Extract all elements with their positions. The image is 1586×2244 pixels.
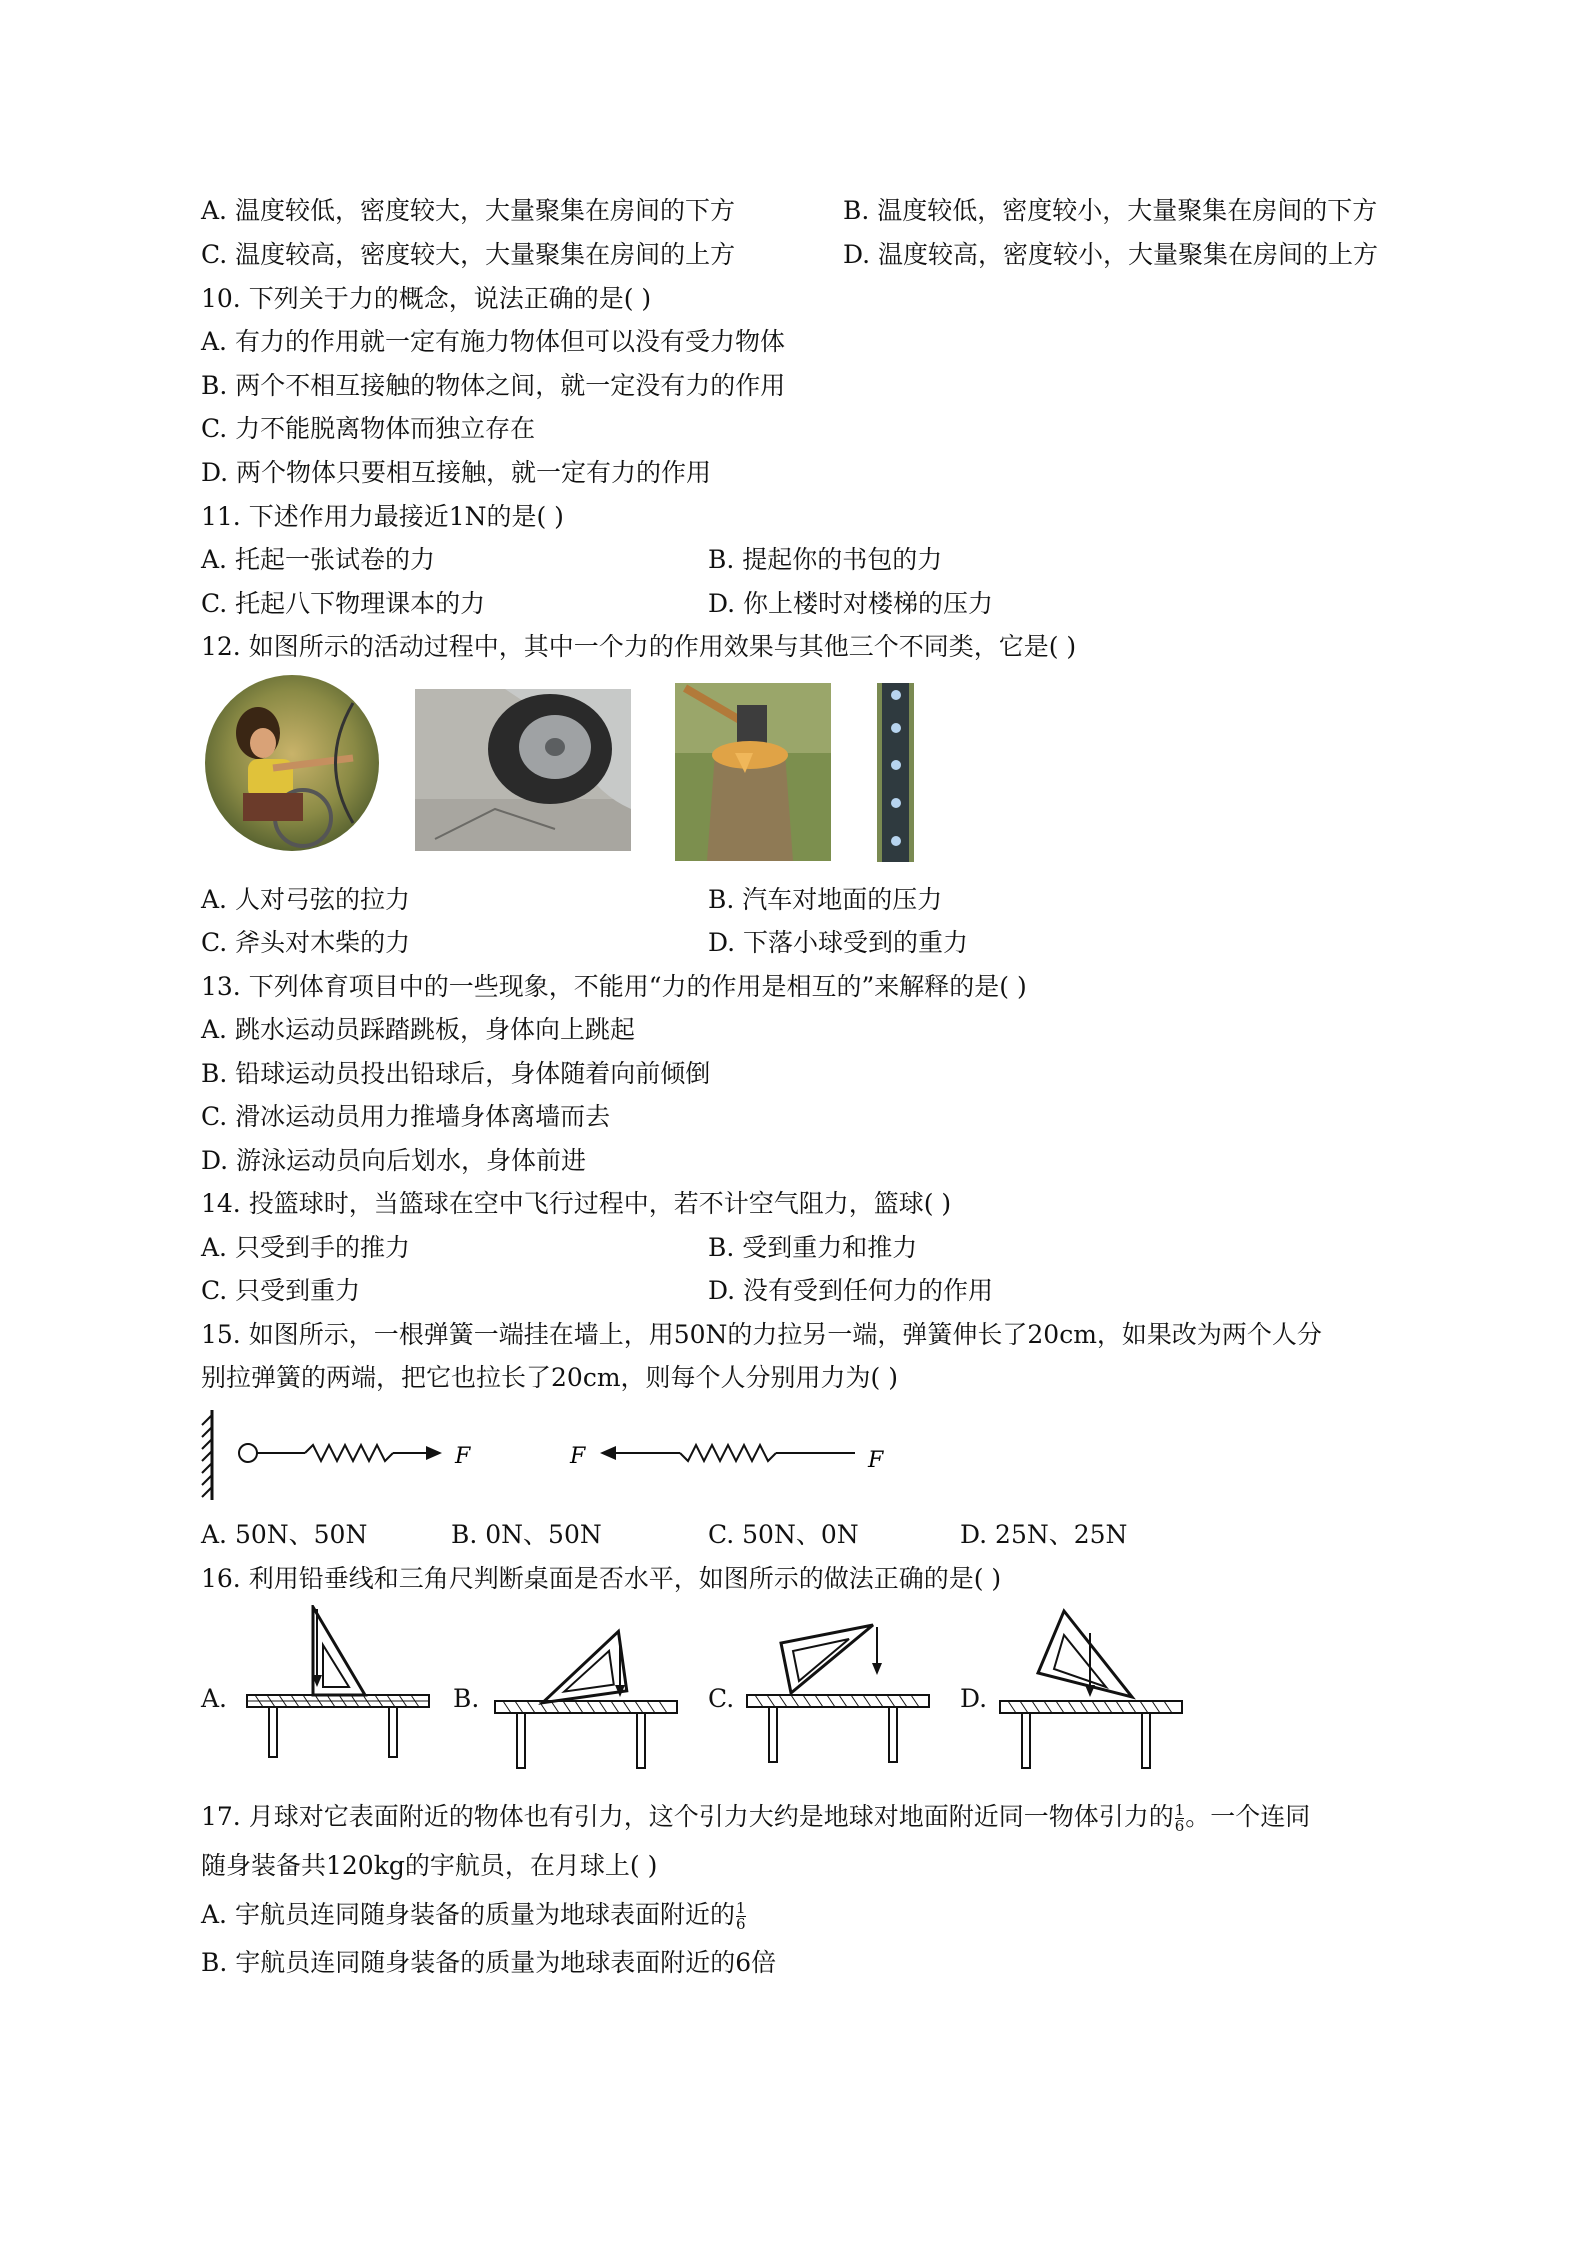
q17-option-b: B. 宇航员连同随身装备的质量为地球表面附近的6倍 — [201, 1948, 777, 1977]
table-diagram-d — [998, 1605, 1188, 1780]
q9-option-a: A. 温度较低，密度较大，大量聚集在房间的下方 — [201, 196, 735, 225]
q17-stem-text-b: 。一个连同 — [1185, 1802, 1311, 1831]
q16-option-d: D. — [960, 1684, 988, 1713]
force-label-2: F — [570, 1444, 586, 1469]
q10-option-b: B. 两个不相互接触的物体之间，就一定没有力的作用 — [201, 371, 786, 400]
q12-option-c: C. 斧头对木柴的力 — [201, 928, 411, 957]
q15-option-c: C. 50N、0N — [708, 1520, 859, 1549]
table-diagram-b — [493, 1605, 683, 1780]
q14-option-c: C. 只受到重力 — [201, 1276, 361, 1305]
car-tire-photo — [415, 689, 631, 851]
q13-option-c: C. 滑冰运动员用力推墙身体离墙而去 — [201, 1102, 611, 1131]
frac-den-a: 6 — [735, 1915, 746, 1933]
q14-option-b: B. 受到重力和推力 — [708, 1233, 918, 1262]
q12-option-d: D. 下落小球受到的重力 — [708, 928, 969, 957]
q12-option-b: B. 汽车对地面的压力 — [708, 885, 943, 914]
q14-option-a: A. 只受到手的推力 — [201, 1233, 410, 1262]
axe-wood-photo — [675, 683, 831, 861]
q16-option-a: A. — [201, 1684, 228, 1713]
q14-option-d: D. 没有受到任何力的作用 — [708, 1276, 994, 1305]
q9-option-d: D. 温度较高，密度较小，大量聚集在房间的上方 — [843, 240, 1379, 269]
q11-option-c: C. 托起八下物理课本的力 — [201, 589, 486, 618]
table-diagram-a — [245, 1605, 435, 1780]
q11-option-a: A. 托起一张试卷的力 — [201, 545, 435, 574]
q16-stem: 16. 利用铅垂线和三角尺判断桌面是否水平，如图所示的做法正确的是( ) — [201, 1564, 1002, 1593]
falling-ball-photo — [877, 683, 914, 862]
q11-option-b: B. 提起你的书包的力 — [708, 545, 943, 574]
q16-option-b: B. — [453, 1684, 480, 1713]
q14-stem: 14. 投篮球时，当篮球在空中飞行过程中，若不计空气阻力，篮球( ) — [201, 1189, 952, 1218]
q12-stem: 12. 如图所示的活动过程中，其中一个力的作用效果与其他三个不同类，它是( ) — [201, 632, 1077, 661]
q12-option-a: A. 人对弓弦的拉力 — [201, 885, 410, 914]
frac-den: 6 — [1174, 1817, 1185, 1835]
q17-option-a — [201, 1898, 747, 1932]
q15-stem-line2: 别拉弹簧的两端，把它也拉长了20cm，则每个人分别用力为( ) — [201, 1363, 898, 1392]
q13-option-d: D. 游泳运动员向后划水，身体前进 — [201, 1146, 587, 1175]
q15-option-d: D. 25N、25N — [960, 1520, 1128, 1549]
fraction-one-sixth — [1175, 1803, 1185, 1834]
q11-stem: 11. 下述作用力最接近1N的是( ) — [201, 502, 564, 531]
force-label-1: F — [455, 1444, 471, 1469]
frac-num-a: 1 — [735, 1899, 746, 1917]
q17-option-a-text: A. 宇航员连同随身装备的质量为地球表面附近的 — [201, 1900, 735, 1929]
q15-option-a: A. 50N、50N — [201, 1520, 368, 1549]
q13-option-b: B. 铅球运动员投出铅球后，身体随着向前倾倒 — [201, 1059, 711, 1088]
force-label-3: F — [868, 1448, 884, 1473]
q15-stem-line1: 15. 如图所示，一根弹簧一端挂在墙上，用50N的力拉另一端，弹簧伸长了20cm，如果改为两个人分 — [201, 1320, 1322, 1349]
fraction-one-sixth-a — [736, 1901, 746, 1932]
q17-stem-text-a: 17. 月球对它表面附近的物体也有引力，这个引力大约是地球对地面附近同一物体引力的 — [201, 1802, 1174, 1831]
q9-option-b: B. 温度较低，密度较小，大量聚集在房间的下方 — [843, 196, 1378, 225]
q10-option-a: A. 有力的作用就一定有施力物体但可以没有受力物体 — [201, 327, 785, 356]
q17-stem-line2: 随身装备共120kg的宇航员，在月球上( ) — [201, 1851, 658, 1880]
q13-option-a: A. 跳水运动员踩踏跳板，身体向上跳起 — [201, 1015, 635, 1044]
frac-num: 1 — [1174, 1801, 1185, 1819]
q13-stem: 13. 下列体育项目中的一些现象，不能用“力的作用是相互的”来解释的是( ) — [201, 972, 1027, 1001]
spring-diagram — [200, 1405, 900, 1505]
q16-option-c: C. — [708, 1684, 735, 1713]
q11-option-d: D. 你上楼时对楼梯的压力 — [708, 589, 994, 618]
q15-option-b: B. 0N、50N — [451, 1520, 602, 1549]
archer-photo — [203, 673, 381, 853]
q10-stem: 10. 下列关于力的概念，说法正确的是( ) — [201, 284, 652, 313]
q10-option-d: D. 两个物体只要相互接触，就一定有力的作用 — [201, 458, 712, 487]
table-diagram-c — [745, 1605, 935, 1780]
q17-stem-line1 — [201, 1800, 1310, 1834]
q10-option-c: C. 力不能脱离物体而独立存在 — [201, 414, 536, 443]
q9-option-c: C. 温度较高，密度较大，大量聚集在房间的上方 — [201, 240, 736, 269]
